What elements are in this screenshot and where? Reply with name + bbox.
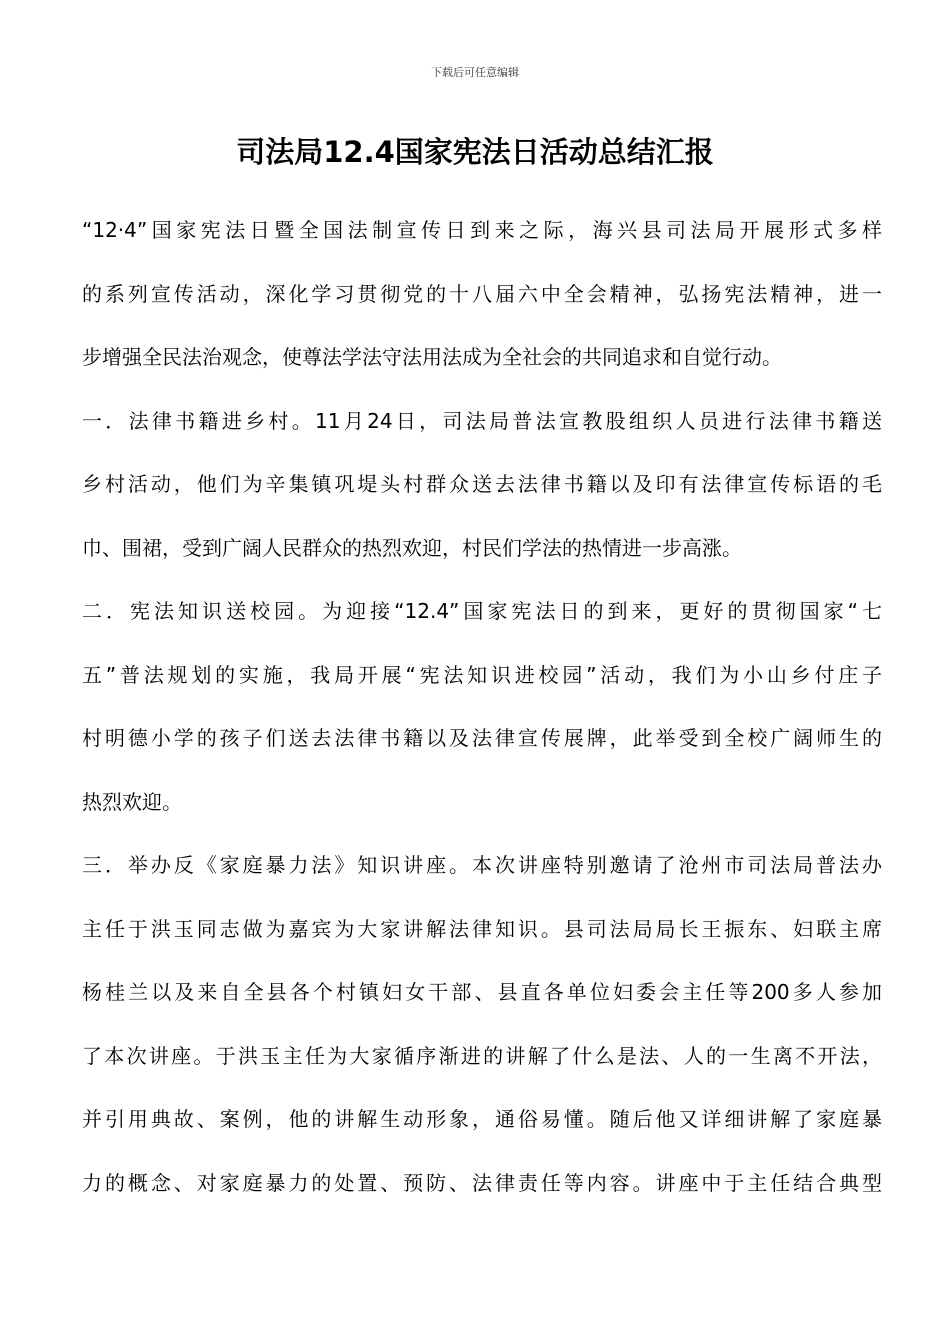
section-3-line-5: 并引用典故、案例，他的讲解生动形象，通俗易懂。随后他又详细讲解了家庭暴 — [82, 1107, 882, 1131]
section-3-line-2: 主任于洪玉同志做为嘉宾为大家讲解法律知识。县司法局局长王振东、妇联主席 — [82, 916, 882, 941]
section-1-line-2: 乡村活动，他们为辛集镇巩堤头村群众送去法律书籍以及印有法律宣传标语的毛 — [82, 472, 882, 496]
page-header-note: 下载后可任意编辑 — [431, 66, 519, 79]
section-3-line-1: 三．举办反《家庭暴力法》知识讲座。本次讲座特别邀请了沧州市司法局普法办 — [82, 853, 882, 877]
section-1-line-1: 一．法律书籍进乡村。11月24日，司法局普法宣教股组织人员进行法律书籍送 — [82, 408, 882, 433]
section-1-line-3: 巾、围裙，受到广阔人民群众的热烈欢迎，村民们学法的热情进一步高涨。 — [82, 535, 742, 560]
section-2-line-3: 村明德小学的孩子们送去法律书籍以及法律宣传展牌，此举受到全校广阔师生的 — [82, 726, 882, 750]
body-line-2: 的系列宣传活动，深化学习贯彻党的十八届六中全会精神，弘扬宪法精神，进一 — [82, 281, 882, 306]
body-line-1: “12·4”国家宪法日暨全国法制宣传日到来之际，海兴县司法局开展形式多样 — [82, 218, 882, 242]
document-body — [82, 214, 882, 1230]
body-line-3: 步增强全民法治观念，使尊法学法守法用法成为全社会的共同追求和自觉行动。 — [82, 345, 782, 369]
section-3-line-3: 杨桂兰以及来自全县各个村镇妇女干部、县直各单位妇委会主任等200多人参加 — [82, 980, 882, 1004]
section-2-line-1: 二．宪法知识送校园。为迎接“12.4”国家宪法日的到来，更好的贯彻国家“七 — [82, 599, 882, 623]
section-3-line-4: 了本次讲座。于洪玉主任为大家循序渐进的讲解了什么是法、人的一生离不开法， — [82, 1043, 882, 1068]
section-2-line-4: 热烈欢迎。 — [82, 789, 182, 814]
document-title: 司法局12.4国家宪法日活动总结汇报 — [236, 135, 714, 169]
section-3-line-6: 力的概念、对家庭暴力的处置、预防、法律责任等内容。讲座中于主任结合典型 — [82, 1170, 882, 1195]
section-2-line-2: 五”普法规划的实施，我局开展“宪法知识进校园”活动，我们为小山乡付庄子 — [82, 662, 882, 687]
